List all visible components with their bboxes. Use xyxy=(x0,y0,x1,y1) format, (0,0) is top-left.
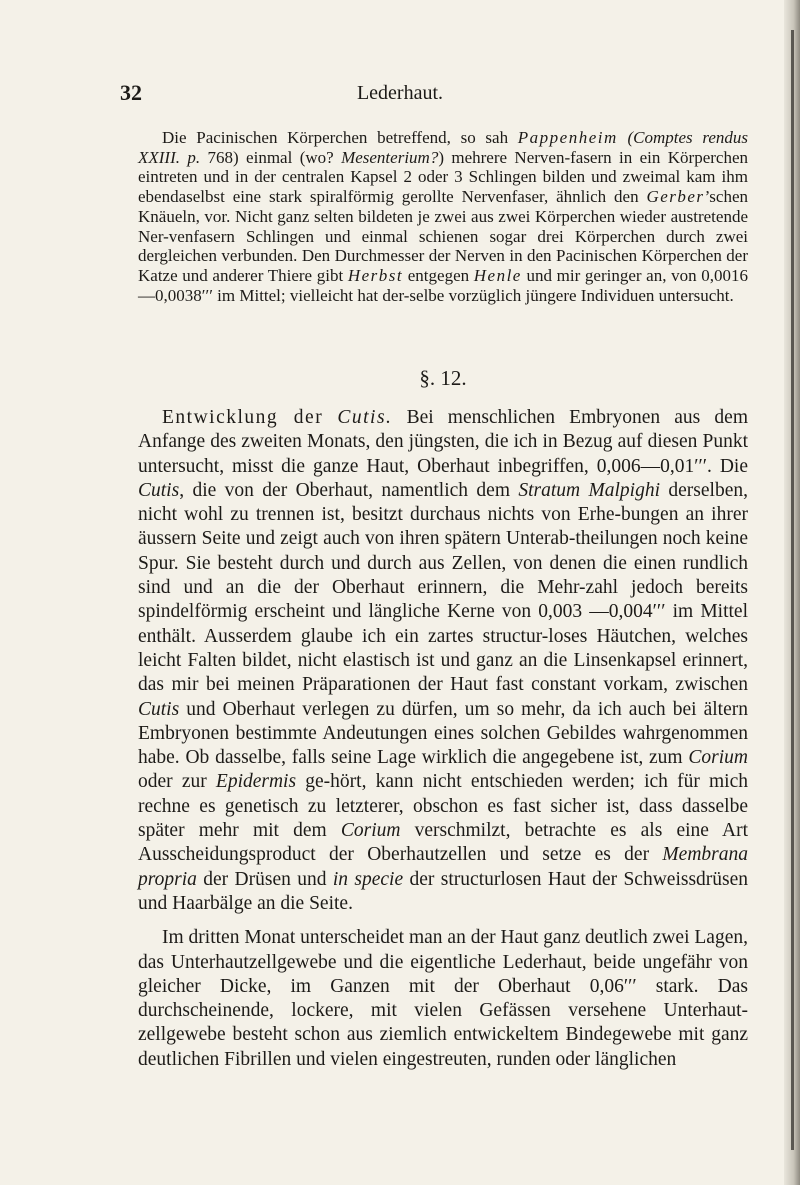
page-number: 32 xyxy=(120,80,142,105)
term: Corium xyxy=(688,747,748,769)
paragraph: Im dritten Monat unterscheidet man an der Haut ganz deutlich zwei Lagen, das Unterhautzellgewebe und die eigentliche Lederhaut, beide ungefähr von gleicher Dicke, im Ganzen mit der Oberhaut 0,06′′′ stark. Das durchscheinende, lockere, mit vielen Gefässen versehene Unterhaut-zellgewebe besteht schon aus ziemlich entwickeltem Bindegewebe mit ganz deutlichen Fibrillen und vielen eingestreuten, runden oder länglichen xyxy=(138,927,748,1070)
paragraph: Die Pacinischen Körperchen betreffend, so sah Pappenheim (Comptes rendus XXIII. p. 768) einmal (wo? Mesenterium?) mehrere Nerven-fasern in ein Körperchen eintreten und in der centralen Kapsel 2 oder 3 Schlingen bilden und zweimal kam ihm ebendaselbst eine stark spiralförmig gerollte Nervenfaser, ähnlich den Gerber’schen Knäueln, vor. Nicht ganz selten bildeten je zwei aus zwei Körperchen wieder austretende Ner-venfasern Schlingen und einmal schienen sogar drei Körperchen durch zwei dergleichen verbunden. Den Durchmesser der Nerven in den Pacinischen Körperchen der Katze und anderer Thiere gibt Herbst entgegen Henle und mir geringer an, von 0,0016—0,0038′′′ im Mittel; vielleicht hat der-selbe vorzüglich jüngere Individuen untersucht. xyxy=(138,128,749,305)
paragraph-pacinian xyxy=(138,128,748,305)
author-name: Herbst xyxy=(347,265,404,285)
term: Corium xyxy=(340,820,401,842)
term: Cutis. xyxy=(337,407,393,428)
section-lead: Entwicklung der xyxy=(162,407,324,428)
paragraph: Entwicklung der Cutis. Bei menschlichen Embryonen aus dem Anfange des zweiten Monats, den jüngsten, die ich in Bezug auf diesen Punkt untersucht, misst die ganze Haut, Oberhaut inbegriffen, 0,006—0,01′′′. Die Cutis, die von der Oberhaut, namentlich dem Stratum Malpighi derselben, nicht wohl zu trennen ist, besitzt durchaus nichts von Erhe-bungen an ihrer äussern Seite und zeigt auch von ihren spätern Unterab-theilungen noch keine Spur. Sie besteht durch und durch aus Zellen, von denen die einen rundlich sind und an die der Oberhaut erinnern, die Mehr-zahl jedoch bereits spindelförmig erscheint und längliche Kerne von 0,003 —0,004′′′ im Mittel enthält. Ausserdem glaube ich ein zartes structur-loses Häutchen, welches leicht Falten bildet, nicht elastisch ist und ganz an die Linsenkapsel erinnert, das mir bei meinen Präparationen der Haut fast constant vorkam, zwischen Cutis und Oberhaut verlegen zu dürfen, um so mehr, da ich auch bei ältern Embryonen bestimmte Andeutungen eines solchen Gebildes wahrgenommen habe. Ob dasselbe, falls seine Lage wirklich die angegebene ist, zum Corium oder zur Epidermis ge-hört, kann nicht entschieden werden; ich für mich rechne es genetisch zu letzterer, obschon es fast sicher ist, dass dasselbe später mehr mit dem Corium verschmilzt, betrachte es als eine Art Ausscheidungsproduct der Oberhautzellen und setze es der Membrana propria der Drüsen und in specie der structurlosen Haut der Schweissdrüsen und Haarbälge an die Seite. xyxy=(138,407,749,914)
term: Mesenterium? xyxy=(341,147,439,167)
author-name: Pappenheim xyxy=(517,128,618,147)
term: Cutis xyxy=(138,698,180,720)
running-title: Lederhaut. xyxy=(356,82,444,104)
author-name: Gerber xyxy=(646,187,705,207)
term: Membrana propria xyxy=(138,844,748,890)
term: Stratum Malpighi xyxy=(518,479,661,501)
binding-shadow xyxy=(791,30,794,1150)
section-body xyxy=(138,406,748,1072)
term: Epidermis xyxy=(215,771,297,793)
citation: (Comptes rendus XXIII. p. xyxy=(138,128,749,167)
author-name: Henle xyxy=(473,265,522,285)
term: in specie xyxy=(332,868,404,890)
page-header xyxy=(120,80,680,112)
section-heading: §. 12. xyxy=(419,366,467,390)
term: Cutis xyxy=(138,479,180,501)
